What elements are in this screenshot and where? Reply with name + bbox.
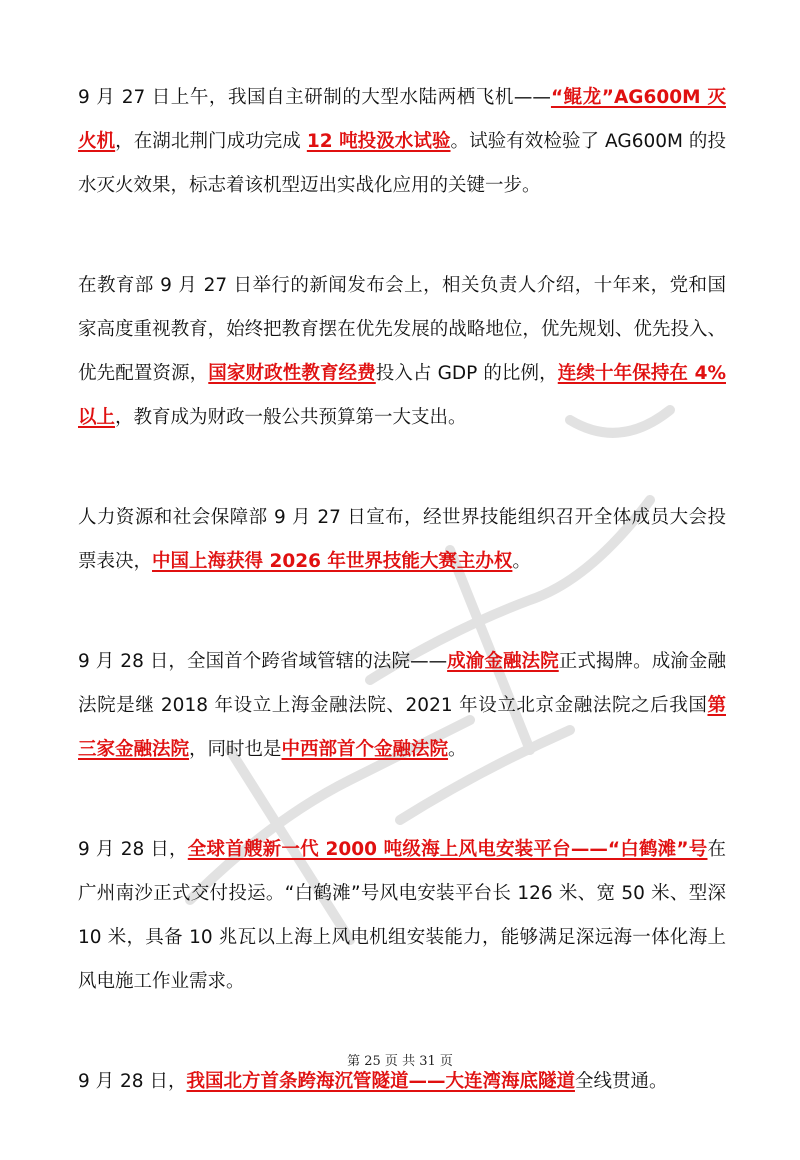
highlighted-keyphrase: 成渝金融法院: [447, 651, 559, 672]
highlighted-keyphrase: 中国上海获得 2026 年世界技能大赛主办权: [152, 551, 513, 572]
highlighted-keyphrase: 全球首艘新一代 2000 吨级海上风电安装平台——“白鹤滩”号: [187, 839, 708, 860]
paragraph-text: 投入占 GDP 的比例，: [375, 363, 558, 384]
news-paragraph: [78, 640, 726, 772]
highlighted-keyphrase: 我国北方首条跨海沉管隧道——大连湾海底隧道: [186, 1071, 575, 1092]
page-footer: 第 25 页 共 31 页: [347, 1054, 453, 1069]
news-paragraph: [78, 496, 726, 584]
paragraph-text: 人力资源和社会保障部 9 月 27 日宣布，经世界技能组织召开全体成员大会投票表决，: [78, 507, 726, 572]
paragraph-text: 9 月 28 日，全国首个跨省域管辖的法院——: [78, 651, 448, 672]
highlighted-keyphrase: 中西部首个金融法院: [281, 739, 449, 760]
paragraph-text: 正式揭牌。成渝金融法院是继 2018 年设立上海金融法院、2021 年设立北京金融法院之后我国: [78, 651, 726, 716]
paragraph-text: 。: [512, 551, 531, 572]
news-paragraph: [78, 76, 726, 208]
paragraph-text: ，同时也是: [189, 739, 282, 760]
highlighted-keyphrase: 12 吨投汲水试验: [306, 131, 451, 152]
paragraph-text: 在广州南沙正式交付投运。“白鹤滩”号风电安装平台长 126 米、宽 50 米、型深 10 米，具备 10 兆瓦以上海上风电机组安装能力，能够满足深远海一体化海上风电施工作业需求。: [78, 839, 726, 992]
paragraph-text: 9 月 28 日，: [78, 1071, 187, 1092]
paragraph-text: 。: [448, 739, 467, 760]
paragraph-text: 。试验有效检验了 AG600M 的投水灭火效果，标志着该机型迈出实战化应用的关键一步。: [78, 131, 726, 196]
news-paragraph: [78, 1060, 726, 1104]
paragraph-text: 全线贯通。: [574, 1071, 668, 1092]
highlighted-keyphrase: 连续十年保持在 4%以上: [78, 363, 726, 428]
document-body: [78, 76, 726, 1160]
paragraph-text: 在教育部 9 月 27 日举行的新闻发布会上，相关负责人介绍，十年来，党和国家高度重视教育，始终把教育摆在优先发展的战略地位，优先规划、优先投入、优先配置资源，: [78, 275, 726, 384]
news-paragraph: [78, 264, 726, 440]
paragraph-text: ，教育成为财政一般公共预算第一大支出。: [115, 407, 467, 428]
news-paragraph: [78, 828, 726, 1004]
paragraph-text: 9 月 28 日，: [78, 839, 188, 860]
highlighted-keyphrase: 第三家金融法院: [78, 695, 726, 760]
highlighted-keyphrase: “鲲龙”AG600M 灭火机: [78, 87, 726, 152]
paragraph-text: 9 月 27 日上午，我国自主研制的大型水陆两栖飞机——: [78, 87, 551, 108]
paragraph-text: ，在湖北荆门成功完成: [115, 131, 307, 152]
highlighted-keyphrase: 国家财政性教育经费: [208, 363, 376, 384]
